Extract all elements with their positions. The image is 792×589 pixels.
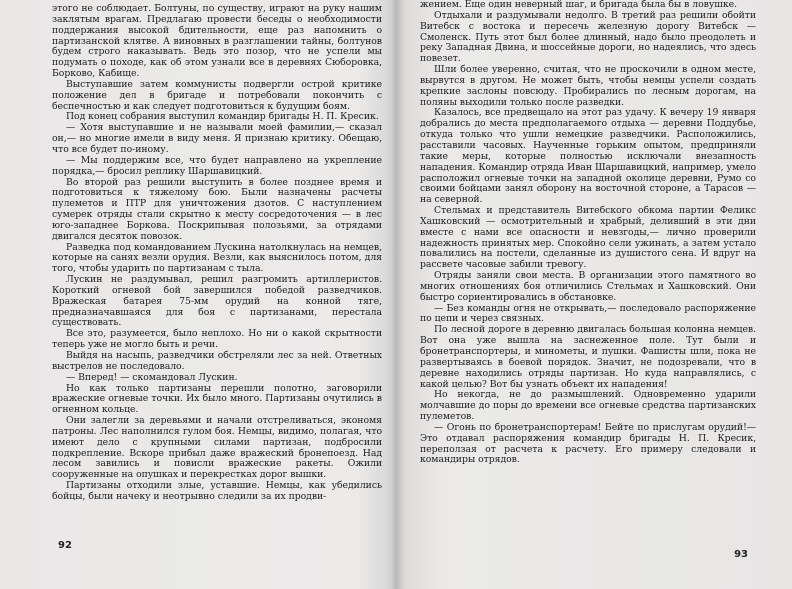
paragraph: — Вперед! — скомандовал Лускин. [66, 371, 238, 383]
paragraph: — Без команды огня не открывать,— последовало распоряжение по цепи и через связных. [420, 302, 756, 325]
left-page-text [52, 4, 382, 503]
paragraph: Казалось, все предвещало на этот раз удачу. К вечеру 19 января добрались до места предполагаемого отдыха — деревни Поддубье, откуда только что ушли немецкие разведчики. Расположились, расставили часовых. Наученные горьким опытом, предприняли такие меры, которые полностью исключали внезапность нападения. Командир отряда Иван Шаршавицкий, например, умело расположил огневые точки на западной околице деревни, Румо со своими бойцами занял оборону на восточной стороне, а Тарасов — на северной. [420, 107, 756, 206]
paragraph: Во второй раз решили выступить в более позднее время и подготовиться к тяжелому бою. Были назначены расчеты пулеметов и ПТР для уничтожения дзотов. С наступлением сумерек отряды стали скрытно к месту сосредоточения — в лес юго-западнее Боркова. Поскрипывая полозьями, за отрядами двигался десяток повозок. [52, 176, 382, 242]
paragraph: Но некогда, не до размышлений. Одновременно ударили молчавшие до поры до времени все огневые средства партизанских пулеметов. [420, 389, 756, 423]
page-number-left: 92 [58, 540, 72, 551]
paragraph: Под конец собрания выступил командир бригады Н. П. Кресик. [66, 111, 379, 123]
right-page [420, 0, 756, 589]
paragraph: Они залегли за деревьями и начали отстреливаться, экономя патроны. Лес наполнился гулом боя. Немцы, видимо, полагая, что имеют дело с крупными силами партизан, подбросили подкрепление. Вскоре прибыл даже вражеский бронепоезд. Над лесом завились и повисли вражеские ракеты. Ожили сооруженные на опушках и перекрестках дорог вышки. [52, 415, 382, 481]
paragraph: Выйдя на насыпь, разведчики обстреляли лес за ней. Ответных выстрелов не последовало. [52, 350, 382, 372]
paragraph: этого не соблюдает. Болтуны, по существу, играют на руку нашим заклятым врагам. Предлагаю провести беседы о необходимости поддержания высокой бдительности, еще раз напомнить о партизанской клятве. А виновных в разглашении тайны, болтунов будем строго наказывать. Ведь это позор, что не успели мы подумать о походе, как об этом узнали все в деревнях Сюборовка, Борково, Кабище. [52, 3, 382, 80]
paragraph: Разведка под командованием Лускина натолкнулась на немцев, которые на санях везли орудия. Везли, как выяснилось потом, для того, чтобы ударить по партизанам с тыла. [52, 241, 382, 275]
paragraph: — Хотя выступавшие и не называли моей фамилии,— сказал он,— но многие имели в виду меня. Я признаю критику. Обещаю, что все будет по-иному. [52, 122, 382, 155]
paragraph: По лесной дороге в деревню двигалась большая колонна немцев. Вот она уже вышла на заснеженное поле. Тут были и бронетранспортеры, и минометы, и пушки. Фашисты шли, пока не развертываясь в боевой порядок. Значит, не подозревали, что в деревне находились отряды партизан. Но куда направлялись, с какой целью? Вот бы узнать объект их нападения! [420, 324, 756, 390]
left-page [52, 0, 382, 589]
paragraph: Отдыхали и раздумывали недолго. В третий раз решили обойти Витебск с востока и пересечь железную дорогу Витебск — Смоленск. Путь этот был более длинный, надо было преодолеть и реку Западная Двина, и шоссейные дороги, но надеялись, что здесь повезет. [420, 9, 756, 65]
book-gutter [386, 0, 406, 589]
paragraph: Шли более уверенно, считая, что не проскочили в одном месте, вырвутся в другом. Не может быть, чтобы немцы успели создать крепкие заслоны повсюду. Пробирались по лесным дорогам, на поляны выходили только после разведки. [420, 64, 756, 108]
paragraph: Партизаны отходили злые, уставшие. Немцы, как убедились бойцы, были начеку и неотрывно следили за их продви- [52, 480, 382, 502]
paragraph: Отряды заняли свои места. В организации этого памятного во многих отношениях боя отличились Стельмах и Хашковский. Они быстро сориентировались в обстановке. [420, 270, 756, 303]
page-number-right: 93 [734, 549, 748, 560]
right-page-text [420, 0, 756, 466]
paragraph: — Мы поддержим все, что будет направлено на укрепление порядка,— бросил реплику Шаршавицкий. [52, 154, 382, 177]
paragraph: Стельмах и представитель Витебского обкома партии Феликс Хашковский — осмотрительный и храбрый, деливший в эти дни вместе с нами все опасности и невзгоды,— лично проверили надежность принятых мер. Спокойно сели ужинать, а затем устало повалились на постели, сделанные из душистого сена. И вдруг на рассвете часовые забили тревогу. [420, 205, 756, 271]
paragraph: Но как только партизаны перешли полотно, заговорили вражеские огневые точки. Их было много. Партизаны очутились в огненном кольце. [52, 382, 382, 416]
paragraph: Все это, разумеется, было неплохо. Но ни о какой скрытности теперь уже не могло быть и речи. [52, 328, 382, 351]
paragraph: жением. Еще один неверный шаг, и бригада была бы в ловушке. [420, 0, 737, 10]
paragraph: — Огонь по бронетранспортерам! Бейте по прислугам орудий!— Это отдавал распоряжения командир бригады Н. П. Кресик, переползая от расчета к расчету. Его примеру следовали и командиры отрядов. [420, 421, 756, 466]
paragraph: Выступавшие затем коммунисты подвергли острой критике положение дел в бригаде и потребовали покончить с беспечностью и как следует подготовиться к будущим боям. [52, 78, 382, 112]
paragraph: Лускин не раздумывал, решил разгромить артиллеристов. Короткий огневой бой завершился победой разведчиков. Вражеская батарея 75-мм орудий на конной тяге, предназначавшаяся для боя с партизанами, перестала существовать. [52, 274, 382, 329]
